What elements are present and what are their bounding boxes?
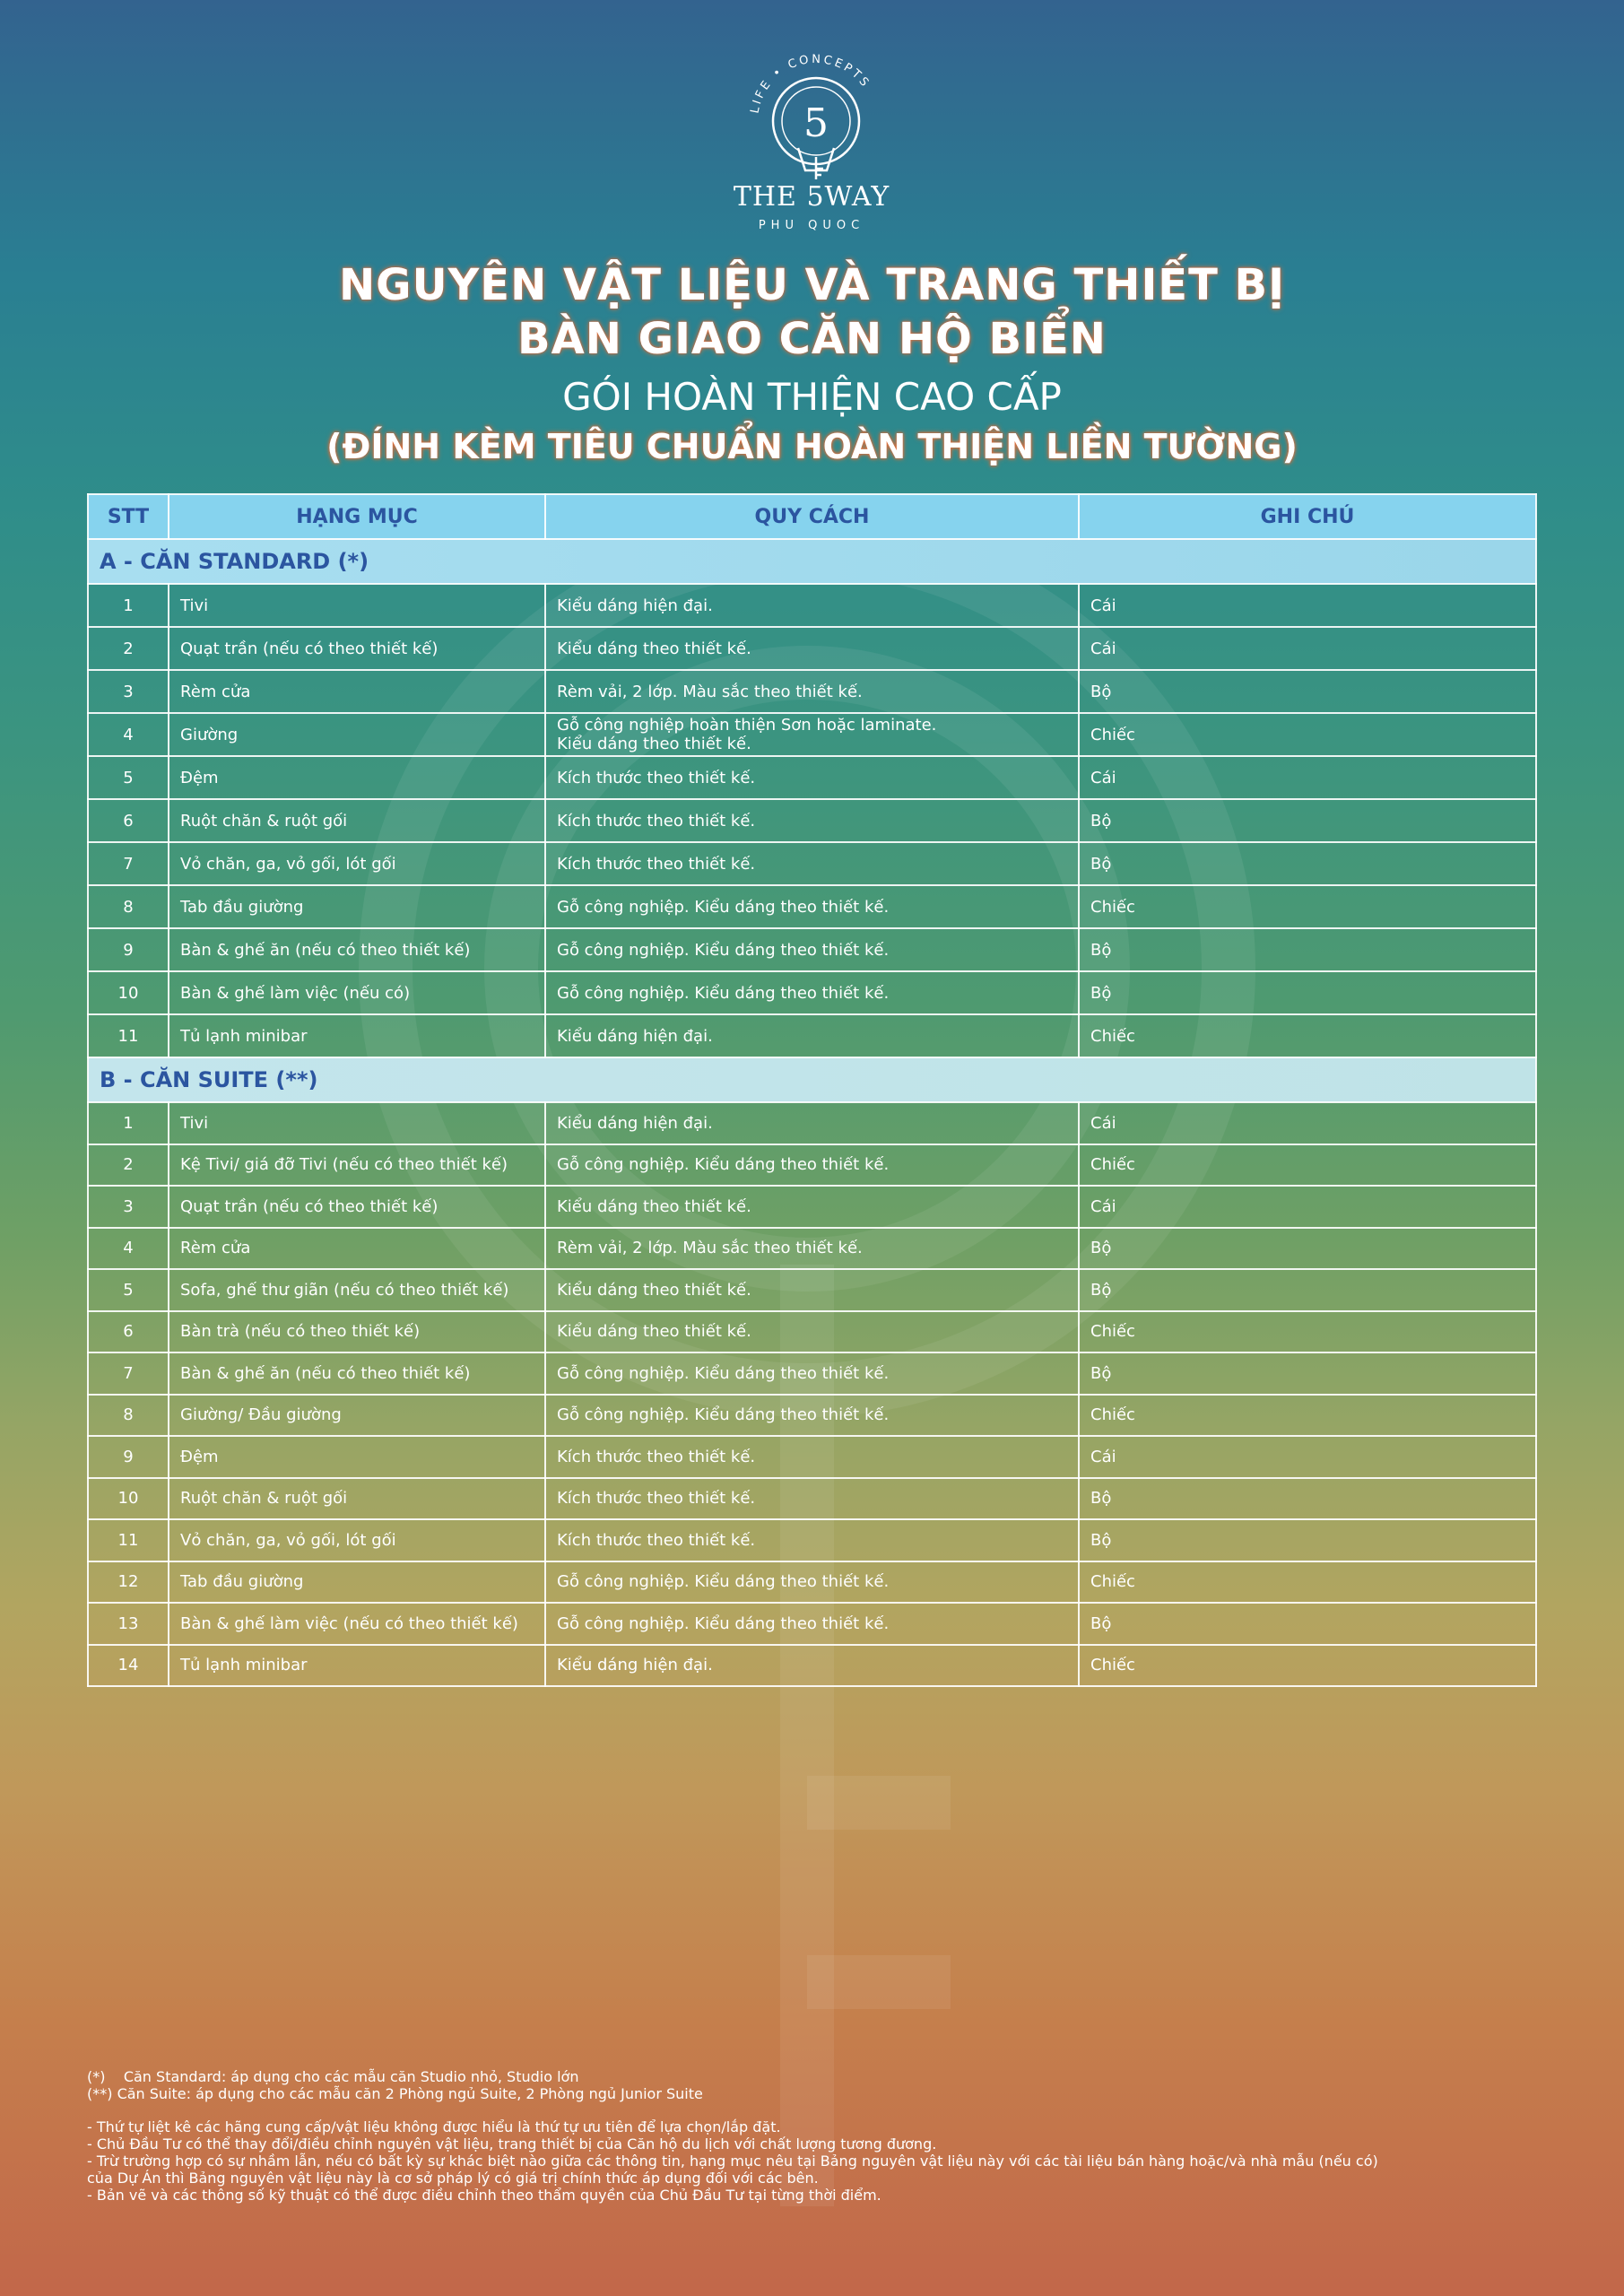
cell-stt: 4 [88,1228,169,1270]
cell-spec: Gỗ công nghiệp. Kiểu dáng theo thiết kế. [545,928,1079,971]
cell-note: Chiếc [1079,1395,1536,1437]
cell-stt: 7 [88,1352,169,1395]
table-body [88,539,1536,1686]
cell-note: Cái [1079,584,1536,627]
cell-stt: 9 [88,928,169,971]
cell-item: Ruột chăn & ruột gối [169,1478,545,1520]
cell-spec: Gỗ công nghiệp. Kiểu dáng theo thiết kế. [545,885,1079,928]
cell-spec: Kiểu dáng hiện đại. [545,1645,1079,1687]
cell-item: Tivi [169,584,545,627]
cell-spec: Kích thước theo thiết kế. [545,1436,1079,1478]
brand-name: THE 5WAY [733,181,890,213]
table-row [88,1144,1536,1187]
cell-item: Bàn & ghế làm việc (nếu có) [169,971,545,1014]
cell-stt: 5 [88,1269,169,1311]
cell-spec: Kiểu dáng hiện đại. [545,1014,1079,1057]
table-row [88,670,1536,713]
cell-stt: 2 [88,627,169,670]
table-row [88,1478,1536,1520]
header-note: GHI CHÚ [1079,494,1536,539]
logo-numeral: 5 [803,100,829,146]
cell-stt: 3 [88,670,169,713]
table-row [88,971,1536,1014]
cell-item: Đệm [169,756,545,799]
cell-item: Quạt trần (nếu có theo thiết kế) [169,1186,545,1228]
cell-spec: Kích thước theo thiết kế. [545,756,1079,799]
note-bullet: - Bản vẽ và các thông số kỹ thuật có thể được điều chỉnh theo thẩm quyền của Chủ Đầu Tư tại từng thời điểm. [87,2187,881,2204]
cell-spec: Gỗ công nghiệp. Kiểu dáng theo thiết kế. [545,1603,1079,1645]
table-row [88,627,1536,670]
brand-location: PHU QUOC [758,219,865,232]
cell-item: Tivi [169,1102,545,1144]
cell-stt: 11 [88,1014,169,1057]
cell-note: Bộ [1079,1269,1536,1311]
cell-note: Bộ [1079,842,1536,885]
table-row [88,842,1536,885]
cell-spec: Kiểu dáng theo thiết kế. [545,627,1079,670]
table-row [88,1186,1536,1228]
cell-item: Tủ lạnh minibar [169,1645,545,1687]
cell-spec: Kiểu dáng hiện đại. [545,1102,1079,1144]
cell-note: Chiếc [1079,885,1536,928]
cell-note: Bộ [1079,1478,1536,1520]
footnote-2: (**) Căn Suite: áp dụng cho các mẫu căn 2 Phòng ngủ Suite, 2 Phòng ngủ Junior Suite [87,2085,703,2102]
cell-note: Chiếc [1079,1645,1536,1687]
table-row [88,1352,1536,1395]
table-row [88,1228,1536,1270]
cell-stt: 10 [88,971,169,1014]
cell-item: Kệ Tivi/ giá đỡ Tivi (nếu có theo thiết kế) [169,1144,545,1187]
cell-stt: 13 [88,1603,169,1645]
cell-note: Chiếc [1079,713,1536,756]
cell-item: Giường [169,713,545,756]
cell-spec: Kích thước theo thiết kế. [545,842,1079,885]
cell-item: Bàn trà (nếu có theo thiết kế) [169,1311,545,1353]
cell-stt: 5 [88,756,169,799]
note-bullet: - Trừ trường hợp có sự nhầm lẫn, nếu có bất kỳ sự khác biệt nào giữa các thông tin, hạng mục nêu tại Bảng nguyên vật liệu này với các tài liệu bán hàng hoặc/và nhà mẫu (nếu có) của Dự Án thì Bảng nguyên vật liệu này là cơ sở pháp lý có giá trị chính thức áp dụng đối với các bên. [87,2152,1378,2187]
cell-item: Tủ lạnh minibar [169,1014,545,1057]
cell-stt: 1 [88,1102,169,1144]
cell-note: Cái [1079,1436,1536,1478]
section-b-label: B - CĂN SUITE (**) [88,1057,1536,1102]
cell-stt: 4 [88,713,169,756]
cell-spec: Kiểu dáng theo thiết kế. [545,1311,1079,1353]
cell-item: Rèm cửa [169,1228,545,1270]
title-line-1: NGUYÊN VẬT LIỆU VÀ TRANG THIẾT BỊ [339,260,1285,310]
cell-spec: Gỗ công nghiệp. Kiểu dáng theo thiết kế. [545,971,1079,1014]
footnotes [87,2068,1540,2204]
cell-spec: Kiểu dáng theo thiết kế. [545,1186,1079,1228]
cell-item: Đệm [169,1436,545,1478]
header-spec: QUY CÁCH [545,494,1079,539]
cell-note: Bộ [1079,670,1536,713]
table-row [88,1102,1536,1144]
table-row [88,1561,1536,1604]
table-row [88,1519,1536,1561]
cell-item: Giường/ Đầu giường [169,1395,545,1437]
cell-stt: 11 [88,1519,169,1561]
table-row [88,928,1536,971]
cell-spec: Gỗ công nghiệp. Kiểu dáng theo thiết kế. [545,1352,1079,1395]
cell-item: Tab đầu giường [169,885,545,928]
cell-stt: 14 [88,1645,169,1687]
materials-table [87,493,1537,1687]
cell-note: Bộ [1079,1228,1536,1270]
cell-stt: 8 [88,1395,169,1437]
cell-item: Vỏ chăn, ga, vỏ gối, lót gối [169,842,545,885]
cell-spec: Kiểu dáng theo thiết kế. [545,1269,1079,1311]
cell-stt: 2 [88,1144,169,1187]
cell-spec: Kiểu dáng hiện đại. [545,584,1079,627]
cell-item: Tab đầu giường [169,1561,545,1604]
cell-note: Bộ [1079,1603,1536,1645]
table-row [88,1436,1536,1478]
cell-item: Bàn & ghế làm việc (nếu có theo thiết kế) [169,1603,545,1645]
cell-spec: Kích thước theo thiết kế. [545,1519,1079,1561]
cell-note: Bộ [1079,971,1536,1014]
cell-stt: 8 [88,885,169,928]
section-a-label: A - CĂN STANDARD (*) [88,539,1536,584]
cell-note: Bộ [1079,1519,1536,1561]
cell-spec: Rèm vải, 2 lớp. Màu sắc theo thiết kế. [545,670,1079,713]
header-stt: STT [88,494,169,539]
cell-item: Rèm cửa [169,670,545,713]
table-row [88,799,1536,842]
cell-note: Cái [1079,1102,1536,1144]
title-line-4: (ĐÍNH KÈM TIÊU CHUẨN HOÀN THIỆN LIỀN TƯỜNG) [326,427,1298,466]
table-row [88,1603,1536,1645]
table-row [88,1395,1536,1437]
cell-note: Chiếc [1079,1561,1536,1604]
header-item: HẠNG MỤC [169,494,545,539]
cell-stt: 9 [88,1436,169,1478]
cell-note: Chiếc [1079,1144,1536,1187]
cell-stt: 7 [88,842,169,885]
cell-note: Cái [1079,627,1536,670]
cell-item: Bàn & ghế ăn (nếu có theo thiết kế) [169,928,545,971]
cell-note: Bộ [1079,1352,1536,1395]
cell-item: Bàn & ghế ăn (nếu có theo thiết kế) [169,1352,545,1395]
cell-spec: Kích thước theo thiết kế. [545,799,1079,842]
footnote-1: (*) Căn Standard: áp dụng cho các mẫu căn Studio nhỏ, Studio lớn [87,2068,579,2085]
table-row [88,713,1536,756]
section-a-row [88,539,1536,584]
table-row [88,756,1536,799]
cell-note: Cái [1079,756,1536,799]
cell-stt: 12 [88,1561,169,1604]
logo-arc-text: LIFE • CONCEPTS [748,52,873,115]
table-row [88,584,1536,627]
table-row [88,1645,1536,1687]
note-bullet: - Thứ tự liệt kê các hãng cung cấp/vật liệu không được hiểu là thứ tự ưu tiên để lựa chọn/lắp đặt. [87,2118,781,2135]
cell-spec: Gỗ công nghiệp. Kiểu dáng theo thiết kế. [545,1144,1079,1187]
title-line-2: BÀN GIAO CĂN HỘ BIỂN [517,314,1107,364]
cell-stt: 1 [88,584,169,627]
section-b-row [88,1057,1536,1102]
cell-spec: Gỗ công nghiệp. Kiểu dáng theo thiết kế. [545,1561,1079,1604]
cell-note: Bộ [1079,928,1536,971]
cell-spec: Kích thước theo thiết kế. [545,1478,1079,1520]
table-row [88,1311,1536,1353]
note-bullet: - Chủ Đầu Tư có thể thay đổi/điều chỉnh nguyên vật liệu, trang thiết bị của Căn hộ du lịch với chất lượng tương đương. [87,2135,937,2152]
table-row [88,1014,1536,1057]
table-row [88,885,1536,928]
title-line-3: GÓI HOÀN THIỆN CAO CẤP [562,375,1062,419]
cell-spec: Gỗ công nghiệp. Kiểu dáng theo thiết kế. [545,1395,1079,1437]
cell-note: Cái [1079,1186,1536,1228]
cell-spec: Rèm vải, 2 lớp. Màu sắc theo thiết kế. [545,1228,1079,1270]
cell-item: Ruột chăn & ruột gối [169,799,545,842]
cell-stt: 3 [88,1186,169,1228]
cell-note: Chiếc [1079,1014,1536,1057]
cell-stt: 6 [88,1311,169,1353]
cell-stt: 6 [88,799,169,842]
table-header-row [88,494,1536,539]
cell-stt: 10 [88,1478,169,1520]
cell-item: Sofa, ghế thư giãn (nếu có theo thiết kế) [169,1269,545,1311]
table-row [88,1269,1536,1311]
cell-item: Vỏ chăn, ga, vỏ gối, lót gối [169,1519,545,1561]
cell-item: Quạt trần (nếu có theo thiết kế) [169,627,545,670]
cell-note: Bộ [1079,799,1536,842]
cell-spec: Gỗ công nghiệp hoàn thiện Sơn hoặc laminate. Kiểu dáng theo thiết kế. [545,713,1079,756]
cell-note: Chiếc [1079,1311,1536,1353]
